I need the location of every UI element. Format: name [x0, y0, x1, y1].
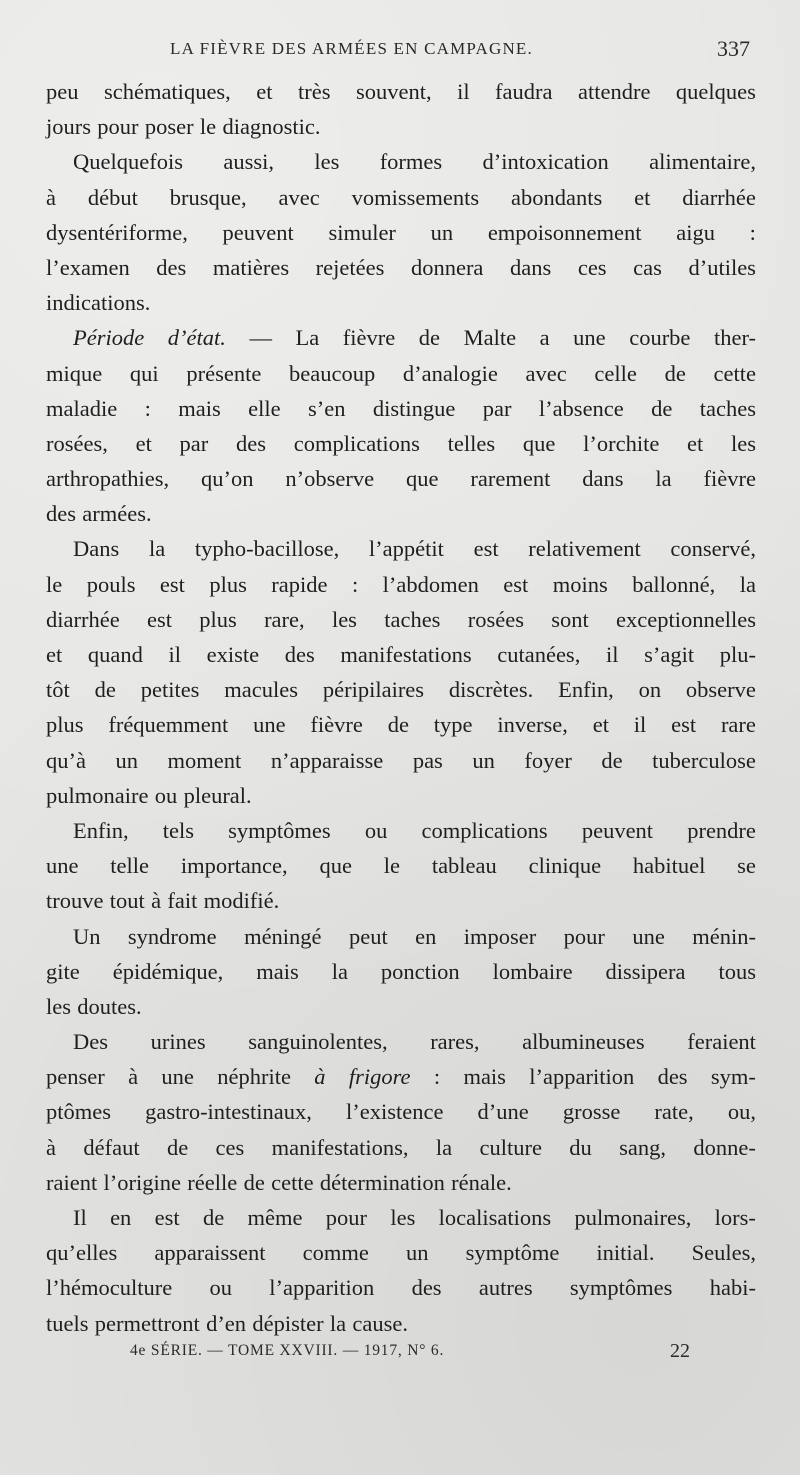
text-line: les doutes. — [46, 993, 142, 1019]
text-line: Quelquefois aussi, les formes d’intoxication alimentaire, — [73, 149, 756, 175]
running-title: LA FIÈVRE DES ARMÉES EN CAMPAGNE. — [170, 39, 533, 58]
text-line: qu’elles apparaissent comme un symptôme initial. Seules, — [46, 1240, 756, 1266]
printer-signature: 4e SÉRIE. — TOME XXVIII. — 1917, N° 6. — [130, 1342, 445, 1359]
text-line: à défaut de ces manifestations, la culture du sang, donne- — [46, 1134, 756, 1160]
text-line: raient l’origine réelle de cette détermination rénale. — [46, 1169, 512, 1195]
page-number: 337 — [717, 36, 750, 61]
page-footer — [130, 1340, 690, 1370]
text-line: des armées. — [46, 501, 152, 527]
text-line: diarrhée est plus rare, les taches rosées sont exceptionnelles — [46, 606, 756, 632]
text-line: à début brusque, avec vomissements abondants et diarrhée — [46, 184, 756, 210]
text-line: et quand il existe des manifestations cutanées, il s’agit plu- — [46, 642, 756, 667]
text-line: indications. — [46, 290, 151, 316]
text-line: jours pour poser le diagnostic. — [46, 114, 321, 140]
text-line: le pouls est plus rapide : l’abdomen est moins ballonné, la — [46, 571, 756, 597]
page-header — [170, 36, 750, 66]
text-line: rosées, et par des complications telles que l’orchite et les — [46, 430, 756, 456]
text-line: Période d’état. — La fièvre de Malte a une courbe ther- — [73, 325, 756, 351]
text-line: Il en est de même pour les localisations pulmonaires, lors- — [73, 1205, 756, 1230]
text-line: qu’à un moment n’apparaisse pas un foyer de tuberculose — [46, 747, 756, 773]
text-line: maladie : mais elle s’en distingue par l’absence de taches — [46, 395, 756, 421]
text-line: penser à une néphrite à frigore : mais l’apparition des sym- — [46, 1064, 756, 1090]
text-line: Des urines sanguinolentes, rares, albumineuses feraient — [73, 1029, 756, 1055]
text-line: tuels permettront d’en dépister la cause. — [46, 1310, 409, 1336]
text-line: plus fréquemment une fièvre de type inverse, et il est rare — [46, 712, 756, 738]
text-line: Enfin, tels symptômes ou complications peuvent prendre — [73, 817, 756, 843]
sheet-number: 22 — [670, 1340, 690, 1362]
text-line: ptômes gastro-intestinaux, l’existence d’une grosse rate, ou, — [46, 1099, 756, 1125]
text-line: gite épidémique, mais la ponction lombaire dissipera tous — [46, 958, 756, 984]
text-line: une telle importance, que le tableau clinique habituel se — [46, 853, 756, 879]
text-line: dysentériforme, peuvent simuler un empoisonnement aigu : — [46, 219, 756, 245]
body-text — [46, 74, 756, 1341]
text-line: l’examen des matières rejetées donnera dans ces cas d’utiles — [46, 254, 756, 280]
text-line: arthropathies, qu’on n’observe que rarement dans la fièvre — [46, 466, 756, 492]
text-line: pulmonaire ou pleural. — [46, 782, 252, 808]
text-line: mique qui présente beaucoup d’analogie avec celle de cette — [46, 360, 756, 386]
text-line: l’hémoculture ou l’apparition des autres symptômes habi- — [46, 1275, 756, 1301]
text-line: Un syndrome méningé peut en imposer pour une ménin- — [73, 923, 756, 949]
text-line: tôt de petites macules péripilaires discrètes. Enfin, on observe — [46, 677, 756, 703]
text-line: peu schématiques, et très souvent, il faudra attendre quelques — [46, 79, 756, 104]
text-line: trouve tout à fait modifié. — [46, 888, 280, 914]
text-line: Dans la typho-bacillose, l’appétit est relativement conservé, — [73, 536, 756, 562]
